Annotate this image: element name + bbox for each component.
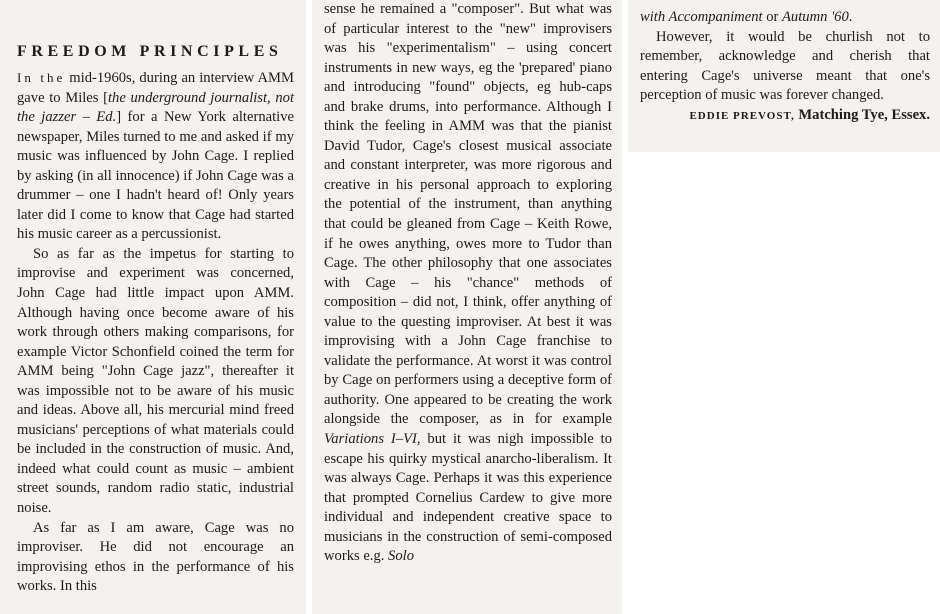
article-column-2: [312, 0, 622, 614]
paragraph-1: [17, 68, 294, 245]
paragraph-2: So as far as the impetus for starting to improvise and experiment was concerned, John Cage had little impact upon AMM. Although having once become aware of his work through others making comparisons, for example Victor Schonfield coined the term for AMM being "John Cage jazz", thereafter it was impossible not to be aware of his music and ideas. Above all, his mercurial mind freed musicians' perceptions of what materials could be included in the construction of music. And, indeed what could count as music – ambient street sounds, random radio static, industrial noise.: [17, 245, 294, 517]
work-title-variations: Variations I–VI: [324, 431, 417, 448]
article-column-1: [0, 0, 306, 614]
work-title-accompaniment: with Accompaniment: [640, 9, 763, 25]
author-name: EDDIE PREVOST,: [689, 109, 795, 122]
paragraph-1-text-a: mid-1960s, during an interview AMM gave to Miles [: [17, 70, 294, 106]
paragraph-1-text-b: ] for a New York alternative newspaper, Miles turned to me and asked if my music was influenced by John Cage. I replied by asking (in all innocence) if John Cage was a drummer – one I hadn't heard of! Only years later did I come to know that Cage had started his music career as a percussionist.: [17, 109, 294, 243]
paragraph-3: As far as I am aware, Cage was no improviser. He did not encourage an improvising ethos in the performance of his works. In this: [17, 519, 294, 595]
paragraph-4: However, it would be churlish not to remember, acknowledge and cherish that entering Cage's universe meant that one's perception of music was forever changed.: [640, 28, 930, 104]
editor-note: the underground journalist, not the jazzer – Ed.: [17, 89, 295, 126]
column-2-text-a: sense he remained a "composer". But what was of particular interest to the "new" improvisers was his "experimentalism" – using concert instruments in new ways, eg the 'prepared' piano and introducing "found" objects, eg hub-caps and brake drums, into performance. Although I think the feeling in AMM was that the pianist David Tudor, Cage's closest musical associate and constant interpreter, was more rigorous and creative in his personal approach to exploring the potential of the instrument, than anything that could be gleaned from Cage – Keith Rowe, if he owes anything, owes more to Tudor than Cage. The other philosophy that one associates with Cage – his "chance" methods of composition – did not, I think, offer anything of value to the questing improviser. At best it was improvising with a John Cage franchise to validate the performance. At worst it was control by Cage on performers using a deceptive form of authority. One appeared to be creating the work alongside the composer, as in for example: [324, 1, 612, 428]
article-headline: FREEDOM PRINCIPLES: [17, 43, 283, 60]
work-title-autumn: Autumn '60: [782, 9, 849, 25]
work-title-solo: Solo: [388, 548, 414, 565]
author-signature: [640, 106, 930, 127]
lead-in: In the: [17, 70, 66, 85]
author-location: Matching Tye, Essex.: [794, 106, 930, 123]
paragraph-3-end: [640, 8, 930, 28]
closing-period: .: [848, 9, 853, 25]
article-column-3: [628, 0, 940, 152]
conjunction-or: or: [762, 9, 783, 25]
column-2-text-b: , but it was nigh impossible to escape his quirky mystical anarcho-liberalism. It was always Cage. Perhaps it was this experience that prompted Cornelius Cardew to give more individual and independent creative space to musicians in the construction of semi-composed works e.g.: [324, 431, 612, 565]
paragraph-3-continued: [324, 0, 612, 567]
